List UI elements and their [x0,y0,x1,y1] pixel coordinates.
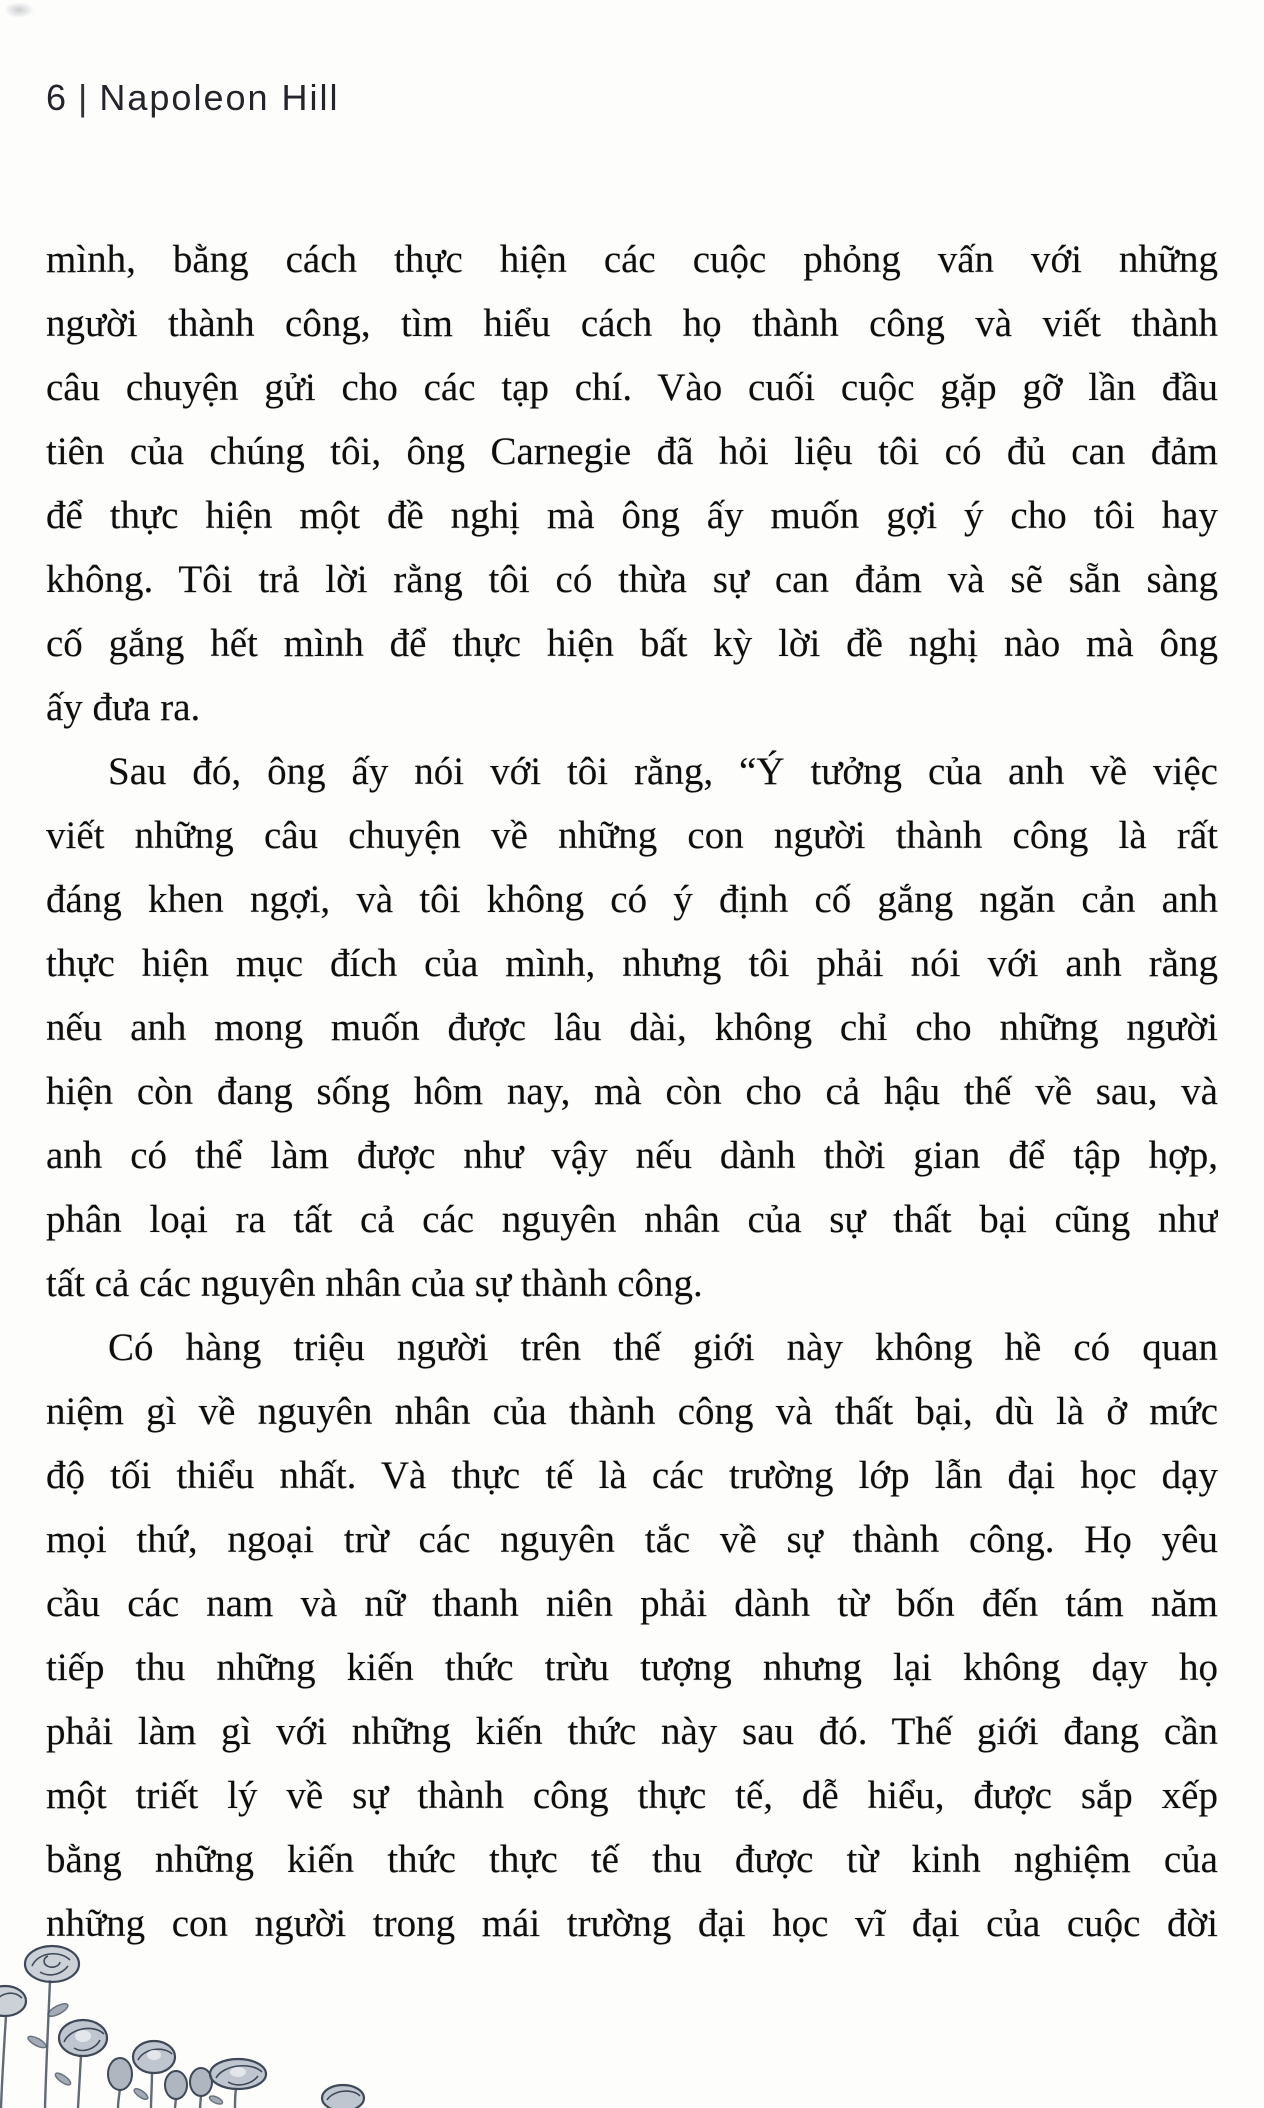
flower-icon [210,2059,266,2089]
flower-stem [1,2016,6,2108]
flower-stem [78,2055,81,2108]
leaf-icon [54,2071,73,2087]
paragraph [46,228,1218,740]
text-line: mọi thứ, ngoại trừ các nguyên tắc về sự thành công. Họ yêu [46,1518,1218,1561]
flower-icon [133,2041,175,2073]
text-line: viết những câu chuyện về những con người thành công là rất [46,814,1218,857]
text-line: niệm gì về nguyên nhân của thành công và thất bại, dù là ở mức [46,1390,1218,1433]
leaf-icon [26,2034,47,2050]
text-line: tiếp thu những kiến thức trừu tượng nhưng lại không dạy họ [46,1646,1218,1689]
text-line: tiên của chúng tôi, ông Carnegie đã hỏi liệu tôi có đủ can đảm [46,430,1218,473]
text-line: không. Tôi trả lời rằng tôi có thừa sự can đảm và sẽ sẵn sàng [46,558,1218,601]
book-author: Napoleon Hill [99,77,340,118]
flower-bud-icon [108,2058,132,2090]
text-line: độ tối thiểu nhất. Và thực tế là các trường lớp lẫn đại học dạy [46,1454,1218,1497]
text-line: tất cả các nguyên nhân của sự thành công. [46,1262,703,1305]
running-header [46,76,340,120]
text-line: những con người trong mái trường đại học vĩ đại của cuộc đời [46,1902,1218,1945]
text-line: cầu các nam và nữ thanh niên phải dành từ bốn đến tám năm [46,1582,1218,1625]
flower-icon [322,2085,364,2108]
flower-icon [59,2020,107,2056]
flower-bud-icon [190,2068,212,2096]
scan-smudge [4,2,34,18]
text-line: cố gắng hết mình để thực hiện bất kỳ lời đề nghị nào mà ông [46,622,1218,665]
flower-stem [151,2072,152,2108]
flower-icon [25,1946,79,1982]
leaf-icon [133,2087,150,2101]
text-line: câu chuyện gửi cho các tạp chí. Vào cuối cuộc gặp gỡ lần đầu [46,366,1218,409]
text-line: để thực hiện một đề nghị mà ông ấy muốn gợi ý cho tôi hay [46,494,1218,537]
leaf-icon [208,2094,223,2105]
flower-heads [0,1946,364,2108]
text-line: phân loại ra tất cả các nguyên nhân của sự thất bại cũng như [46,1198,1218,1241]
text-line: người thành công, tìm hiểu cách họ thành công và viết thành [46,302,1218,345]
text-line: Có hàng triệu người trên thế giới này không hề có quan [108,1326,1218,1369]
paragraph [46,1316,1218,1956]
page-number: 6 [46,77,69,118]
text-line: ấy đưa ra. [46,686,201,729]
text-line: anh có thể làm được như vậy nếu dành thời gian để tập hợp, [46,1134,1218,1177]
header-separator: | [78,77,90,118]
flower-stem [118,2089,120,2108]
flower-sketch-illustration [0,1938,372,2108]
flower-bud-icon [165,2071,187,2099]
text-line: một triết lý về sự thành công thực tế, dễ hiểu, được sắp xếp [46,1774,1218,1817]
body-text [46,228,1218,1956]
text-line: Sau đó, ông ấy nói với tôi rằng, “Ý tưởng của anh về việc [108,750,1218,793]
paragraph [46,740,1218,1316]
text-line: phải làm gì với những kiến thức này sau đó. Thế giới đang cần [46,1710,1218,1753]
text-line: hiện còn đang sống hôm nay, mà còn cho cả hậu thế về sau, và [46,1070,1218,1113]
flower-stem [235,2088,236,2108]
flower-icon [0,1986,26,2016]
text-line: mình, bằng cách thực hiện các cuộc phỏng vấn với những [46,238,1218,281]
text-line: thực hiện mục đích của mình, nhưng tôi phải nói với anh rằng [46,942,1218,985]
text-line: bằng những kiến thức thực tế thu được từ kinh nghiệm của [46,1838,1218,1881]
text-line: nếu anh mong muốn được lâu dài, không chỉ cho những người [46,1006,1218,1049]
text-line: đáng khen ngợi, và tôi không có ý định cố gắng ngăn cản anh [46,878,1218,921]
